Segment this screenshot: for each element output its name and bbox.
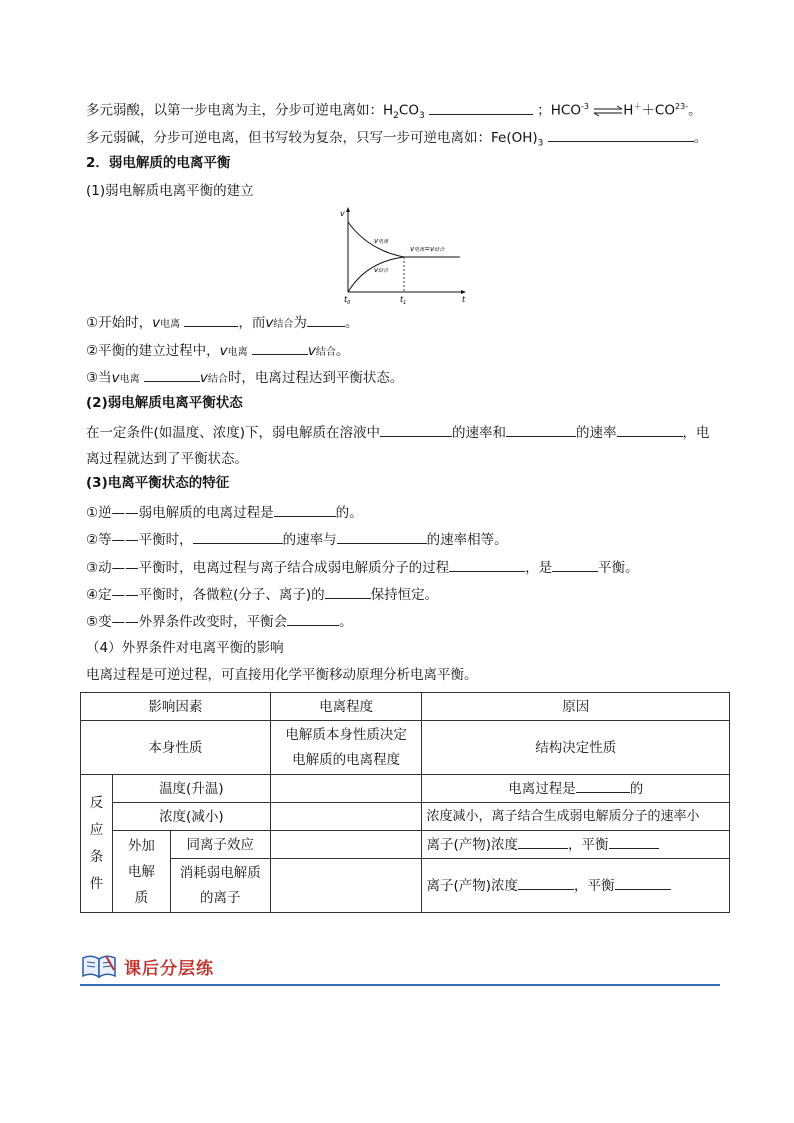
multi-base-line: 多元弱碱，分步可逆电离，但书写较为复杂，只写一步可逆电离如：$Fe(OH)_3$ 。 bbox=[86, 127, 707, 154]
reaction-condition-cell: 反 应 条 件 bbox=[81, 775, 113, 913]
answer-blank[interactable] bbox=[506, 422, 576, 437]
combination-curve-label: v结合 bbox=[374, 266, 389, 274]
subsection-title: (2)弱电解质电离平衡状态 bbox=[86, 395, 243, 411]
answer-blank[interactable] bbox=[252, 340, 308, 355]
answer-blank[interactable] bbox=[337, 529, 427, 544]
answer-blank[interactable] bbox=[518, 875, 574, 890]
answer-blank[interactable] bbox=[193, 529, 283, 544]
feature-equal: ②等——平衡时， 的速率与 的速率相等。 bbox=[86, 529, 508, 550]
answer-blank[interactable] bbox=[449, 557, 525, 572]
answer-blank[interactable] bbox=[325, 584, 371, 599]
table-cell: 电解质本身性质决定 电解质的电离程度 bbox=[270, 721, 422, 775]
table-cell: 结构决定性质 bbox=[422, 721, 730, 775]
table-cell: 离子(产物)浓度 ，平衡 bbox=[422, 831, 730, 859]
answer-blank[interactable] bbox=[429, 100, 533, 115]
para-state-cont: 离过程就达到了平衡状态。 bbox=[86, 451, 248, 467]
answer-blank[interactable] bbox=[548, 127, 694, 142]
answer-blank[interactable] bbox=[609, 834, 659, 849]
section-footer-title: 课后分层练 bbox=[124, 959, 214, 979]
feature-reverse: ①逆——弱电解质的电离过程是 的。 bbox=[86, 502, 363, 523]
multi-acid-line: 多元弱酸，以第一步电离为主，分步可逆电离如：$H_2CO_3$ ；$HCO^{-3}$ $H^++CO^{23-}$。 bbox=[86, 97, 702, 126]
answer-blank[interactable] bbox=[184, 312, 238, 327]
table-header: 原因 bbox=[422, 693, 730, 721]
table-cell bbox=[270, 859, 422, 913]
answer-blank[interactable] bbox=[380, 422, 452, 437]
para-factors: 电离过程是可逆过程，可直接用化学平衡移动原理分析电离平衡。 bbox=[86, 667, 478, 683]
section-heading: 2．弱电解质的电离平衡 bbox=[86, 155, 231, 171]
answer-blank[interactable] bbox=[615, 875, 671, 890]
ionization-curve-label: v电离 bbox=[374, 237, 389, 245]
item-when: ③当v电离 v结合时，电离过程达到平衡状态。 bbox=[86, 367, 403, 390]
factors-table bbox=[80, 692, 730, 913]
table-cell: 温度(升温) bbox=[112, 775, 270, 803]
subsection-title: (3)电离平衡状态的特征 bbox=[86, 475, 230, 491]
answer-blank[interactable] bbox=[307, 312, 345, 327]
equilibrium-graph bbox=[338, 206, 470, 306]
table-cell: 离子(产物)浓度 ，平衡 bbox=[422, 859, 730, 913]
item-start: ①开始时，v电离 ，而v结合为 。 bbox=[86, 312, 358, 335]
book-icon bbox=[80, 952, 118, 980]
y-axis-label: v bbox=[340, 209, 345, 218]
answer-blank[interactable] bbox=[144, 367, 200, 382]
feature-change: ⑤变——外界条件改变时，平衡会 。 bbox=[86, 611, 353, 632]
x-axis-label: t bbox=[462, 295, 466, 304]
table-cell: 电离过程是 的 bbox=[422, 775, 730, 803]
table-header: 影响因素 bbox=[81, 693, 271, 721]
feature-fixed: ④定——平衡时，各微粒(分子、离子)的 保持恒定。 bbox=[86, 584, 438, 605]
reversible-arrow-icon bbox=[593, 105, 623, 117]
table-cell bbox=[270, 775, 422, 803]
para-state: 在一定条件(如温度、浓度)下，弱电解质在溶液中 的速率和 的速率 ，电 bbox=[86, 422, 710, 443]
item-process: ②平衡的建立过程中，v电离 v结合。 bbox=[86, 340, 349, 363]
table-cell: 本身性质 bbox=[81, 721, 271, 775]
table-cell: 同离子效应 bbox=[170, 831, 270, 859]
t0-label: $t_0$ bbox=[344, 295, 351, 306]
table-cell: 浓度减小，离子结合生成弱电解质分子的速率小 bbox=[422, 803, 730, 831]
equilibrium-label: v电离=v结合 bbox=[410, 245, 445, 253]
subsection-title: (1)弱电解质电离平衡的建立 bbox=[86, 183, 254, 199]
answer-blank[interactable] bbox=[576, 778, 630, 793]
added-electrolyte-cell: 外加 电解 质 bbox=[112, 831, 170, 913]
answer-blank[interactable] bbox=[274, 502, 336, 517]
table-header: 电离程度 bbox=[270, 693, 422, 721]
answer-blank[interactable] bbox=[617, 422, 683, 437]
answer-blank[interactable] bbox=[287, 611, 339, 626]
footer-divider bbox=[80, 984, 720, 986]
feature-dynamic: ③动——平衡时，电离过程与离子结合成弱电解质分子的过程 ，是 平衡。 bbox=[86, 557, 639, 578]
subsection-title: （4）外界条件对电离平衡的影响 bbox=[86, 640, 284, 656]
t1-label: $t_1$ bbox=[400, 295, 407, 306]
table-cell: 消耗弱电解质 的离子 bbox=[170, 859, 270, 913]
answer-blank[interactable] bbox=[552, 557, 598, 572]
table-cell bbox=[270, 831, 422, 859]
table-cell: 浓度(减小) bbox=[112, 803, 270, 831]
table-cell bbox=[270, 803, 422, 831]
answer-blank[interactable] bbox=[518, 834, 568, 849]
